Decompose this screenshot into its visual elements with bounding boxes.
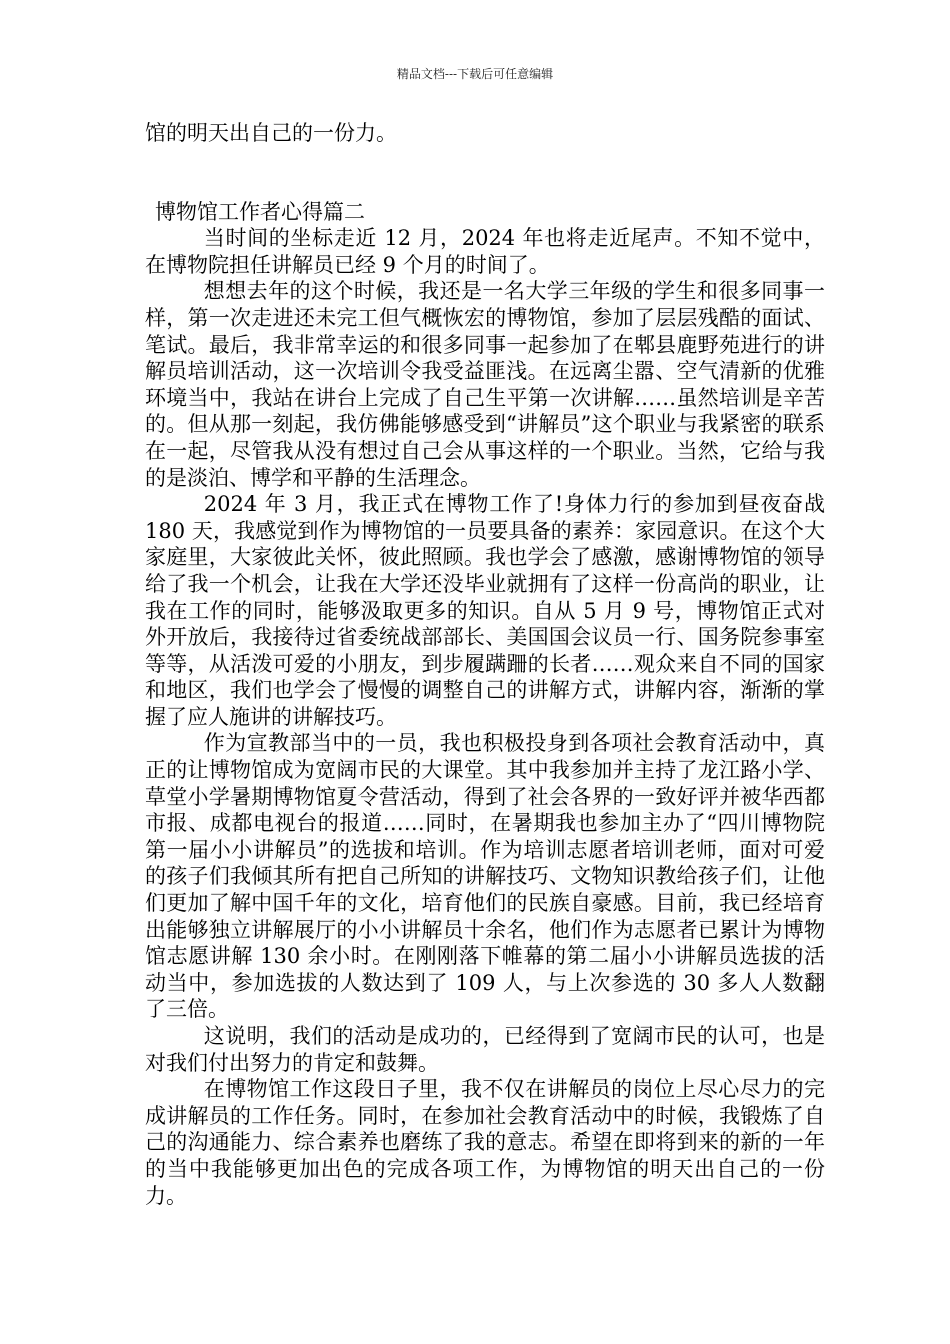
carryover-text: 馆的明天出自己的一份力。 bbox=[145, 121, 397, 145]
paragraph-4: 作为宣教部当中的一员，我也积极投身到各项社会教育活动中，真正的让博物馆成为宽阔市民的大课堂。其中我参加并主持了龙江路小学、草堂小学暑期博物馆夏令营活动，得到了社会各界的一致好评并被华西都市报、成都电视台的报道……同时，在暑期我也参加主办了“四川博物院第一届小小讲解员”的选拔和培训。作为培训志愿者培训老师，面对可爱的孩子们我倾其所有把自己所知的讲解技巧、文物知识教给孩子们，让他们更加了解中国千年的文化，培育他们的民族自豪感。目前，我已经培育出能够独立讲解展厅的小小讲解员十余名，他们作为志愿者已累计为博物馆志愿讲解 130 余小时。在刚刚落下帷幕的第二届小小讲解员选拔的活动当中，参加选拔的人数达到了 109 人，与上次参选的 30 多人人数翻了三倍。 bbox=[145, 731, 825, 1022]
paragraph-5: 这说明，我们的活动是成功的，已经得到了宽阔市民的认可，也是对我们付出努力的肯定和鼓舞。 bbox=[145, 1024, 825, 1075]
paragraph-2: 想想去年的这个时候，我还是一名大学三年级的学生和很多同事一样，第一次走进还未完工但气概恢宏的博物馆，参加了层层残酷的面试、笔试。最后，我非常幸运的和很多同事一起参加了在郫县鹿野苑进行的讲解员培训活动，这一次培训令我受益匪浅。在远离尘嚣、空气清新的优雅环境当中，我站在讲台上完成了自己生平第一次讲解……虽然培训是辛苦的。但从那一刻起，我仿佛能够感受到“讲解员”这个职业与我紧密的联系在一起，尽管我从没有想过自己会从事这样的一个职业。当然，它给与我的是淡泊、博学和平静的生活理念。 bbox=[145, 279, 825, 490]
paragraph-3: 2024 年 3 月，我正式在博物工作了!身体力行的参加到昼夜奋战 180 天，我感觉到作为博物馆的一员要具备的素养：家园意识。在这个大家庭里，大家彼此关怀，彼此照顾。我也学会了感激，感谢博物馆的领导给了我一个机会，让我在大学还没毕业就拥有了这样一份高尚的职业，让我在工作的同时，能够汲取更多的知识。自从 5 月 9 号，博物馆正式对外开放后，我接待过省委统战部部长、美国国会议员一行、国务院参事室等等，从活泼可爱的小朋友，到步履蹒跚的长者……观众来自不同的国家和地区，我们也学会了慢慢的调整自己的讲解方式，讲解内容，渐渐的掌握了应人施讲的讲解技巧。 bbox=[145, 492, 825, 729]
paragraph-1: 当时间的坐标走近 12 月，2024 年也将走近尾声。不知不觉中，在博物院担任讲解员已经 9 个月的时间了。 bbox=[145, 226, 825, 277]
paragraph-6: 在博物馆工作这段日子里，我不仅在讲解员的岗位上尽心尽力的完成讲解员的工作任务。同时，在参加社会教育活动中的时候，我锻炼了自己的沟通能力、综合素养也磨练了我的意志。希望在即将到来的新的一年的当中我能够更加出色的完成各项工作，为博物馆的明天出自己的一份力。 bbox=[145, 1077, 825, 1208]
section-title: 博物馆工作者心得篇二 bbox=[155, 199, 365, 224]
page-header: 精品文档---下载后可任意编辑 bbox=[396, 67, 554, 81]
document-body bbox=[145, 120, 825, 1209]
